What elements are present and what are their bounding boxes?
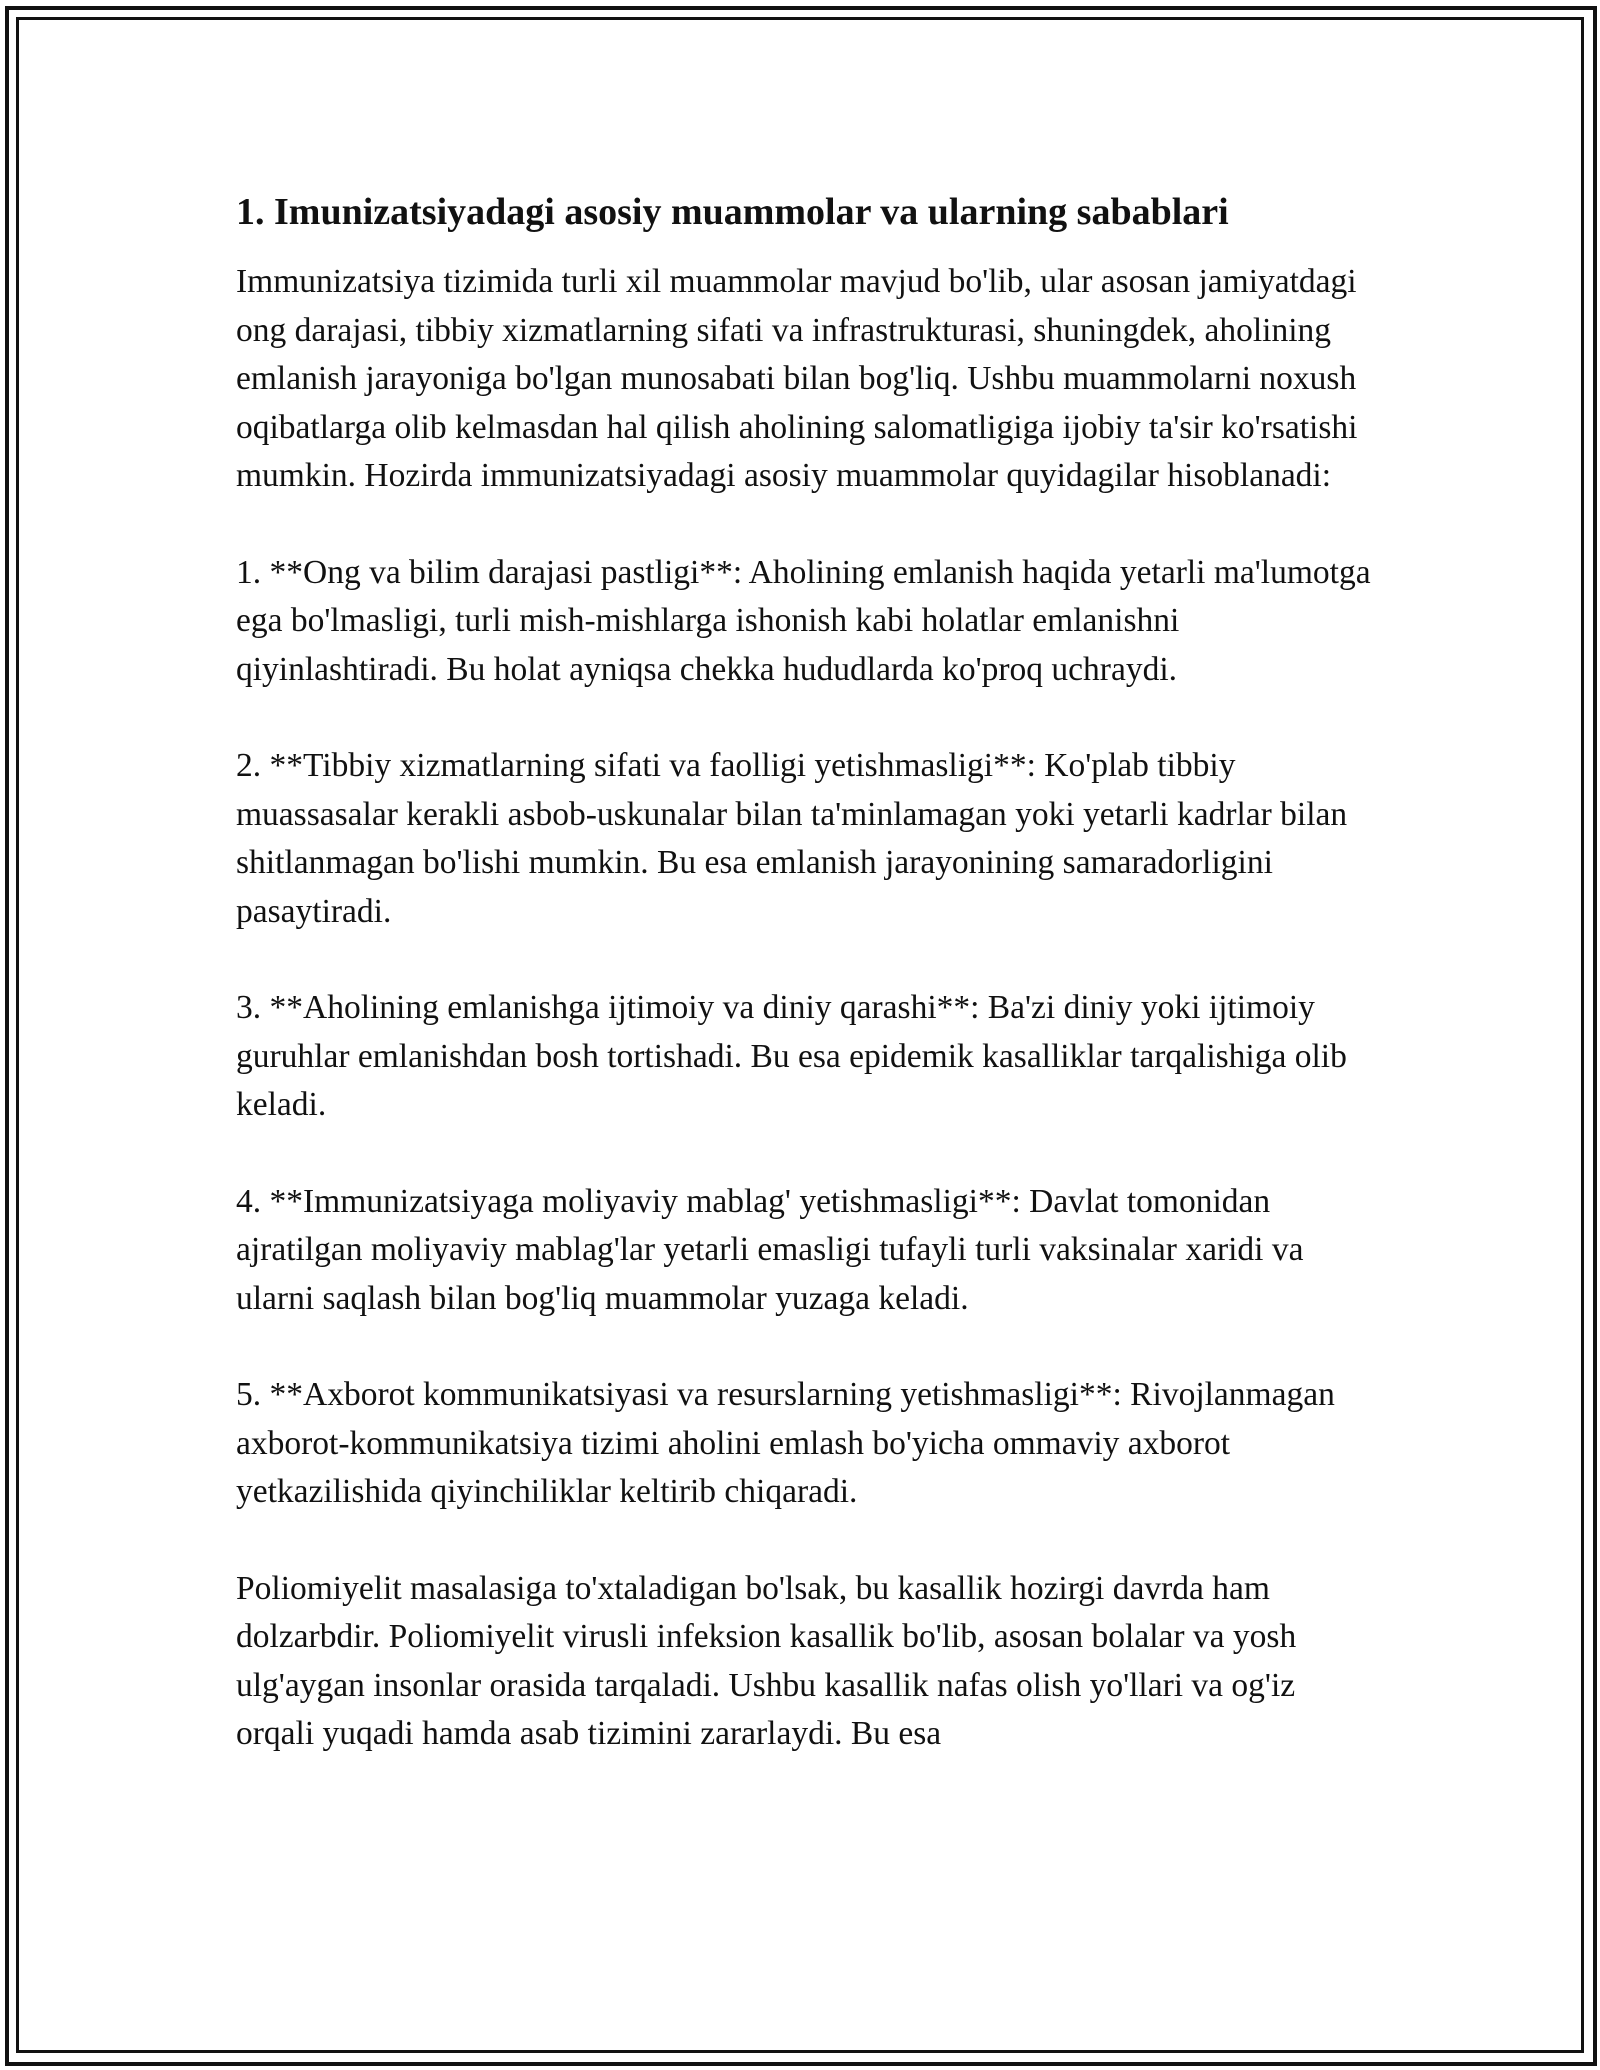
list-item-4: 4. **Immunizatsiyaga moliyaviy mablag' yetishmasligi**: Davlat tomonidan ajratilgan moliyaviy mablag'lar yetarli emasligi tufayli turli vaksinalar xaridi va ularni saqlash bilan bog'liq muammolar yuzaga keladi. [236,1182,1304,1317]
closing-paragraph: Poliomiyelit masalasiga to'xtaladigan bo'lsak, bu kasallik hozirgi davrda ham dolzarbdir. Poliomiyelit virusli infeksion kasallik bo'lib, asosan bolalar va yosh ulg'aygan insonlar orasida tarqaladi. Ushbu kasallik nafas olish yo'llari va og'iz orqali yuqadi hamda asab tizimini zararlaydi. Bu esa [236,1569,1297,1752]
list-item-1: 1. **Ong va bilim darajasi pastligi**: Aholining emlanish haqida yetarli ma'lumotga ega bo'lmasligi, turli mish-mishlarga ishonish kabi holatlar emlanishni qiyinlashtiradi. Bu holat ayniqsa chekka hududlarda ko'proq uchraydi. [236,553,1371,688]
list-item-5: 5. **Axborot kommunikatsiyasi va resurslarning yetishmasligi**: Rivojlanmagan axborot-kommunikatsiya tizimi aholini emlash bo'yicha ommaviy axborot yetkazilishida qiyinchiliklar keltirib chiqaradi. [236,1376,1335,1510]
section-heading: 1. Imunizatsiyadagi asosiy muammolar va ularning sabablari [236,191,1229,233]
document-body [236,186,1376,1759]
intro-paragraph: Immunizatsiya tizimida turli xil muammolar mavjud bo'lib, ular asosan jamiyatdagi ong darajasi, tibbiy xizmatlarning sifati va infrastrukturasi, shuningdek, aholining emlanish jarayoniga bo'lgan munosabati bilan bog'liq. Ushbu muammolarni noxush oqibatlarga olib kelmasdan hal qilish aholining salomatligiga ijobiy ta'sir ko'rsatishi mumkin. Hozirda immunizatsiyadagi asosiy muammolar quyidagilar hisoblanadi: [236,263,1358,494]
list-item-2: 2. **Tibbiy xizmatlarning sifati va faolligi yetishmasligi**: Ko'plab tibbiy muassasalar kerakli asbob-uskunalar bilan ta'minlamagan yoki yetarli kadrlar bilan shitlanmagan bo'lishi mumkin. Bu esa emlanish jarayonining samaradorligini pasaytiradi. [236,747,1348,930]
list-item-3: 3. **Aholining emlanishga ijtimoiy va diniy qarashi**: Ba'zi diniy yoki ijtimoiy guruhlar emlanishdan bosh tortishadi. Bu esa epidemik kasalliklar tarqalishiga olib keladi. [236,989,1347,1123]
